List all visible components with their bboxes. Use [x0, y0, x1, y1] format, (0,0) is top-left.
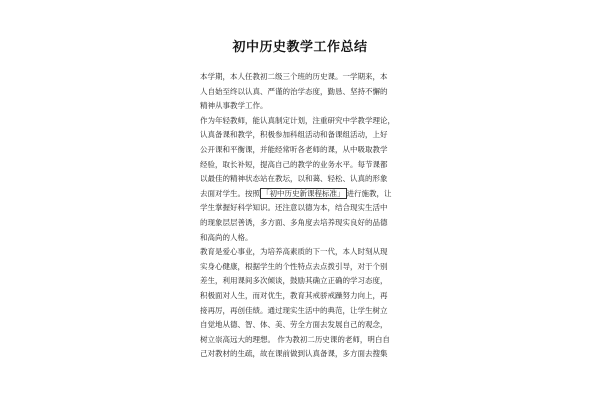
paragraph-line-end: 进行施教，让: [346, 188, 392, 198]
paragraph-line-start: 去面对学生。按照: [200, 188, 260, 198]
paragraph-line: 的现象层层善诱，多方面、多角度去培养现实良好的品德: [200, 217, 388, 227]
paragraph-line: 公开课和平衡课，并能经常听各老师的课，从中吸取教学: [200, 144, 388, 154]
paragraph-line: 作为年轻教师，能认真制定计划，注重研究中学教学理论，: [200, 115, 395, 125]
paragraph-line: 人自始至终以认真、严谨的治学态度，勤恳、坚持不懈的: [200, 86, 388, 96]
paragraph-line: 以最佳的精神状态站在教坛，以和蔼、轻松、认真的形象: [200, 174, 388, 184]
paragraph-line: 教育是爱心事业，为培养高素质的下一代，本人时刻从现: [200, 247, 388, 257]
paragraph-line: 和高尚的人格。: [200, 232, 253, 242]
paragraph-line: 认真备课和教学，积极参加科组活动和备课组活动，上好: [200, 130, 388, 140]
paragraph-line: 自觉地从德、智、体、美、劳全方面去发展自己的观念，: [200, 320, 388, 330]
paragraph-line: 差生，利用课间多次倾谈，鼓励其确立正确的学习态度，: [200, 276, 388, 286]
paragraph-line: 接再厉，再创佳绩。通过现实生活中的典范，让学生树立: [200, 305, 388, 315]
paragraph-line: 积极面对人生，而对优生，教育其戒骄戒躁努力向上，再: [200, 290, 388, 300]
paragraph-line: 学生掌握好科学知识。还注意以德为本，结合现实生活中: [200, 203, 388, 213]
paragraph-line-with-box: [200, 187, 400, 202]
paragraph-line: 树立崇高远大的理想。 作为教初二历史课的老师，明白自: [200, 334, 390, 344]
paragraph-line: 本学期，本人任教初二级三个班的历史课。一学期来，本: [200, 72, 388, 81]
paragraph-line: 己对教材的生疏，故在课前做到认真备课，多方面去搜集: [200, 349, 388, 359]
boxed-standard-reference: 「初中历史新课程标准」: [262, 188, 345, 198]
paragraph-line: 经验，取长补短，提高自己的教学的业务水平。每节课都: [200, 159, 388, 169]
paragraph-line: 实身心健康，根据学生的个性特点去点拨引导，对于个别: [200, 261, 388, 271]
document-title: 初中历史教学工作总结: [232, 40, 368, 55]
document-body: [200, 70, 400, 362]
paragraph-line: 精神从事教学工作。: [200, 101, 268, 111]
